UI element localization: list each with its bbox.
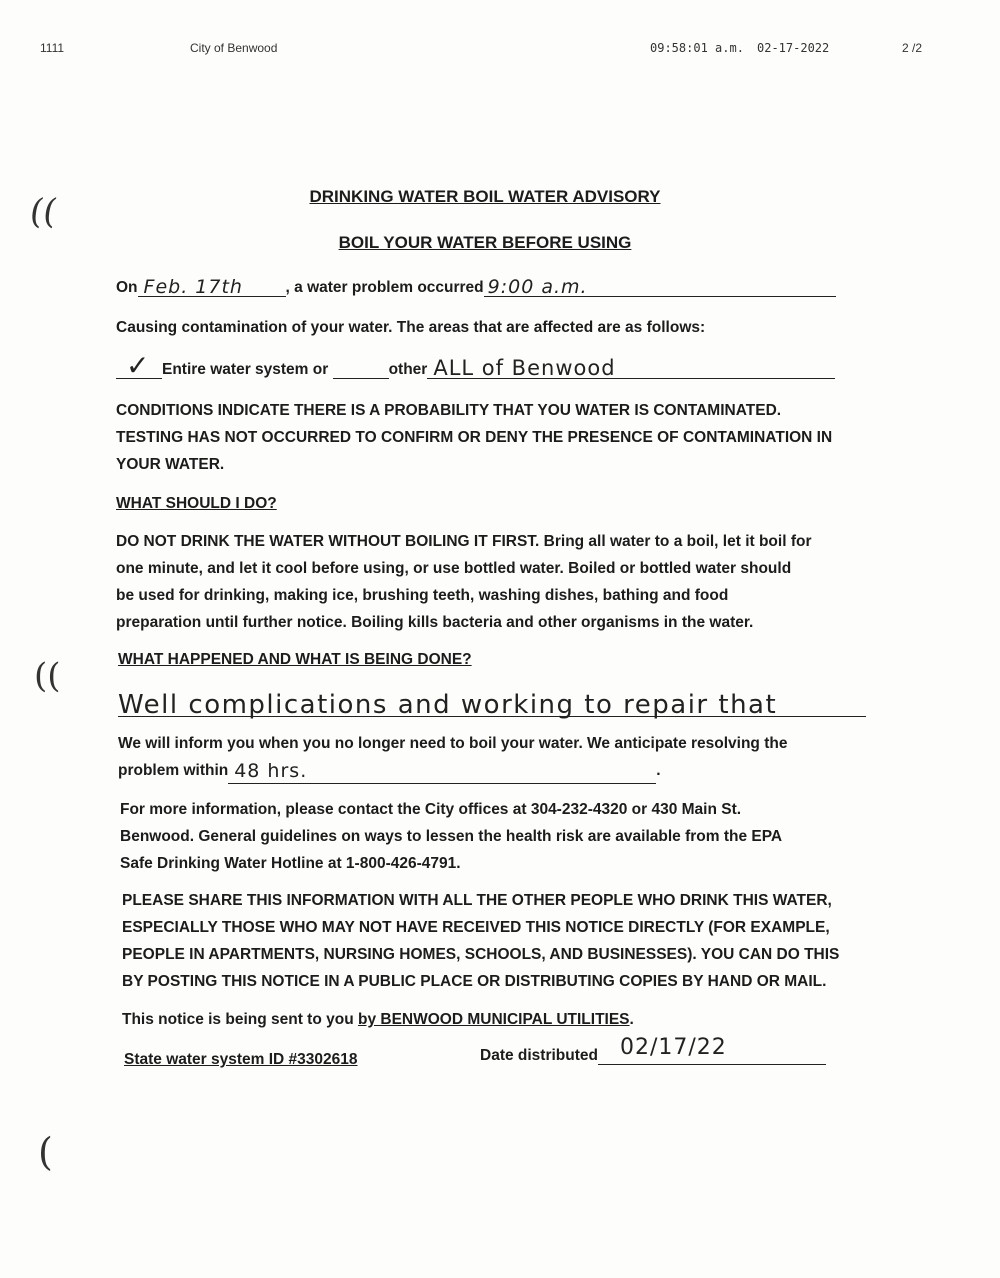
share-paragraph — [122, 887, 839, 995]
occurred-label: , a water problem occurred — [285, 279, 484, 296]
date-distributed-handwritten: 02/17/22 — [619, 1035, 727, 1060]
share-line: BY POSTING THIS NOTICE IN A PUBLIC PLACE OR DISTRIBUTING COPIES BY HAND OR MAIL. — [122, 973, 827, 990]
affected-areas-line — [116, 349, 835, 382]
fax-date: 02-17-2022 — [757, 41, 830, 55]
sent-by-line — [122, 1006, 634, 1033]
time-field — [484, 278, 836, 297]
sent-by-suffix: . — [629, 1011, 634, 1028]
causing-text: Causing contamination of your water. The areas that are affected are as follows: — [116, 319, 706, 336]
conditions-line: TESTING HAS NOT OCCURRED TO CONFIRM OR DENY THE PRESENCE OF CONTAMINATION IN — [116, 429, 833, 446]
date-distributed-label: Date distributed — [480, 1047, 598, 1064]
more-info-line: Benwood. General guidelines on ways to lessen the health risk are available from the EPA — [120, 828, 783, 845]
state-water-system-id: State water system ID #3302618 — [124, 1051, 358, 1068]
fax-id: 1111 — [40, 41, 65, 55]
more-info-paragraph — [120, 796, 782, 877]
date-field — [138, 278, 286, 297]
binder-hole-mark: (( — [27, 192, 60, 232]
binder-hole-mark: ( — [38, 1130, 53, 1174]
binder-hole-mark: (( — [34, 656, 61, 696]
instructions-line: one minute, and let it cool before using, or use bottled water. Boiled or bottled water should — [116, 560, 792, 577]
fax-time: 09:58:01 a.m. — [650, 41, 744, 55]
inform-line: We will inform you when you no longer need to boil your water. We anticipate resolving the — [118, 735, 788, 752]
what-should-heading: WHAT SHOULD I DO? — [116, 495, 277, 512]
other-handwritten: ALL of Benwood — [433, 356, 616, 380]
sent-by-org: by BENWOOD MUNICIPAL UTILITIES — [357, 1011, 630, 1028]
instructions-line: preparation until further notice. Boiling kills bacteria and other organisms in the water. — [116, 614, 754, 631]
what-happened-handwritten: Well complications and working to repair that — [118, 690, 778, 720]
other-blank — [333, 360, 389, 379]
period: . — [656, 762, 661, 779]
time-handwritten: 9:00 a.m. — [487, 276, 588, 298]
date-distributed-line — [480, 1035, 826, 1065]
entire-system-check-field — [116, 349, 162, 382]
date-handwritten: Feb. 17th — [143, 276, 243, 298]
fax-sender: City of Benwood — [190, 41, 278, 55]
resolve-time-handwritten: 48 hrs. — [234, 760, 308, 782]
share-line: ESPECIALLY THOSE WHO MAY NOT HAVE RECEIVED THIS NOTICE DIRECTLY (FOR EXAMPLE, — [122, 919, 830, 936]
share-line: PEOPLE IN APARTMENTS, NURSING HOMES, SCHOOLS, AND BUSINESSES). YOU CAN DO THIS — [122, 946, 840, 963]
conditions-paragraph — [116, 397, 832, 478]
share-line: PLEASE SHARE THIS INFORMATION WITH ALL THE OTHER PEOPLE WHO DRINK THIS WATER, — [122, 892, 832, 909]
conditions-line: YOUR WATER. — [116, 456, 225, 473]
within-label: problem within — [118, 762, 229, 779]
advisory-title: DRINKING WATER BOIL WATER ADVISORY — [309, 187, 661, 206]
entire-system-label: Entire water system or — [162, 361, 329, 378]
sent-by-prefix: This notice is being sent to you — [122, 1011, 354, 1028]
other-label: other — [388, 361, 428, 378]
fax-page-number: 2 /2 — [902, 41, 923, 55]
occurrence-line — [116, 278, 836, 297]
inform-paragraph — [118, 730, 787, 784]
resolve-time-field — [228, 760, 656, 784]
advisory-subtitle: BOIL YOUR WATER BEFORE USING — [338, 233, 632, 252]
more-info-line: For more information, please contact the City offices at 304-232-4320 or 430 Main St. — [120, 801, 742, 818]
date-distributed-field — [598, 1035, 826, 1065]
on-label: On — [116, 279, 138, 296]
instructions-line: DO NOT DRINK THE WATER WITHOUT BOILING IT FIRST. Bring all water to a boil, let it boil for — [116, 533, 812, 550]
more-info-line: Safe Drinking Water Hotline at 1-800-426-4791. — [120, 855, 461, 872]
other-field — [427, 356, 835, 380]
conditions-line: CONDITIONS INDICATE THERE IS A PROBABILITY THAT YOU WATER IS CONTAMINATED. — [116, 402, 782, 419]
check-mark: ✓ — [126, 349, 151, 382]
what-happened-field — [118, 688, 866, 720]
instructions-paragraph — [116, 528, 811, 636]
instructions-line: be used for drinking, making ice, brushing teeth, washing dishes, bathing and food — [116, 587, 729, 604]
what-happened-heading: WHAT HAPPENED AND WHAT IS BEING DONE? — [118, 651, 472, 668]
